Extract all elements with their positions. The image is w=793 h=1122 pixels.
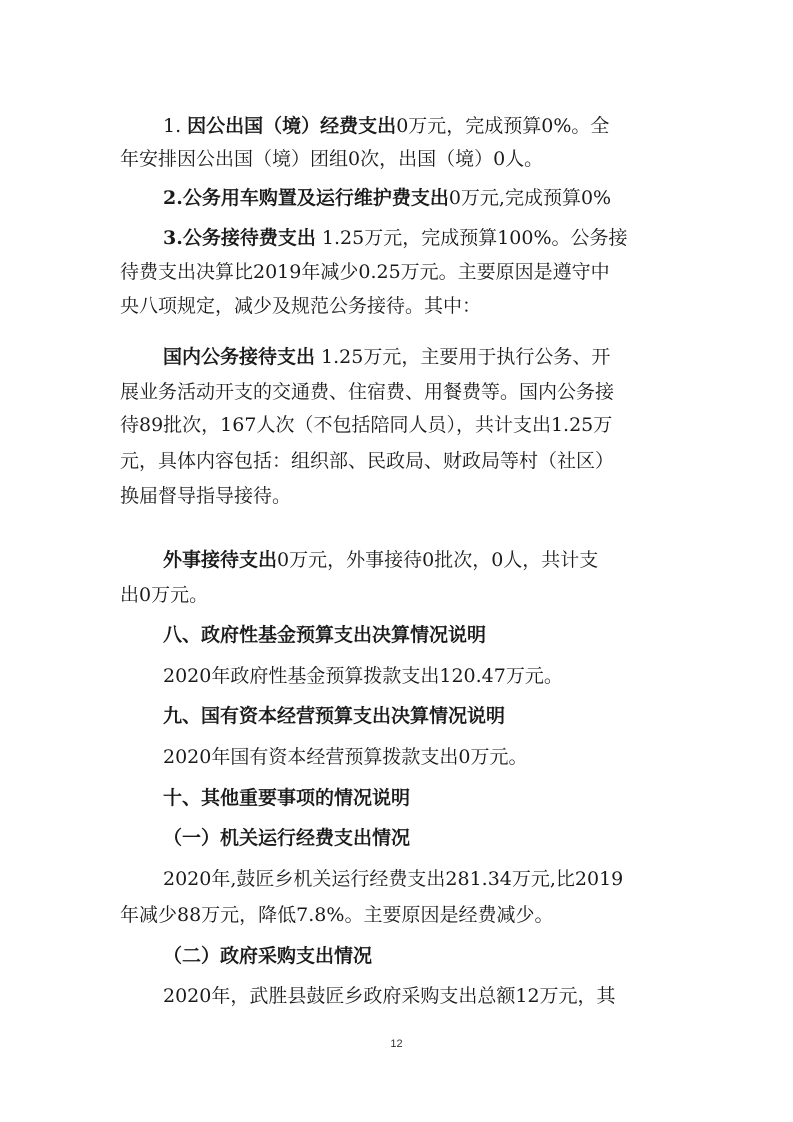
text-run: 元，具体内容包括：组织部、民政局、财政局等村（社区） xyxy=(120,450,615,472)
text-run: 1. xyxy=(163,115,188,137)
text-line xyxy=(163,225,678,251)
text-line xyxy=(163,185,703,211)
text-line xyxy=(163,825,438,851)
text-run: 2020年国有资本经营预算拨款支出0万元。 xyxy=(163,746,528,768)
bold-text-run: 十、其他重要事项的情况说明 xyxy=(163,787,411,809)
text-line xyxy=(163,703,549,729)
text-line xyxy=(120,259,680,285)
bold-text-run: 国内公务接待支出 xyxy=(163,346,316,368)
text-line xyxy=(163,344,673,370)
text-line xyxy=(163,547,673,573)
bold-text-run: （一）机关运行经费支出情况 xyxy=(163,827,411,849)
text-run: 1.25万元，完成预算100%。公务接 xyxy=(315,227,628,249)
text-line xyxy=(120,448,675,474)
text-run: 0万元，外事接待0批次，0人，共计支 xyxy=(277,549,599,571)
text-run: 待89批次，167人次（不包括陪同人员），共计支出1.25万 xyxy=(120,414,613,436)
text-run: 1.25万元，主要用于执行公务、开 xyxy=(315,346,611,368)
page-number: 12 xyxy=(390,1038,403,1050)
text-line xyxy=(163,663,583,689)
text-line xyxy=(120,582,228,608)
text-line xyxy=(120,146,698,172)
text-run: 待费支出决算比2019年减少0.25万元。主要原因是遵守中 xyxy=(120,261,610,283)
text-run: 年安排因公出国（境）团组0次，出国（境）0人。 xyxy=(120,148,544,170)
text-run: 出0万元。 xyxy=(120,584,209,606)
text-line xyxy=(163,785,453,811)
text-run: 0万元，完成预算0%。全 xyxy=(396,115,610,137)
text-line xyxy=(120,412,675,438)
bold-text-run: 外事接待支出 xyxy=(163,549,278,571)
text-line xyxy=(120,293,520,319)
text-run: 央八项规定，减少及规范公务接待。其中： xyxy=(120,295,482,317)
bold-text-run: 九、国有资本经营预算支出决算情况说明 xyxy=(163,705,506,727)
text-run: 2020年,鼓匠乡机关运行经费支出281.34万元,比2019 xyxy=(163,868,624,890)
text-line xyxy=(163,113,676,139)
bold-text-run: 八、政府性基金预算支出决算情况说明 xyxy=(163,624,487,646)
text-line xyxy=(120,483,305,509)
text-line xyxy=(120,379,678,405)
text-run: 2020年，武胜县鼓匠乡政府采购支出总额12万元，其 xyxy=(163,985,616,1007)
text-line xyxy=(163,943,398,969)
text-line xyxy=(163,744,548,770)
bold-text-run: （二）政府采购支出情况 xyxy=(163,945,373,967)
bold-text-run: 2.公务用车购置及运行维护费支出 xyxy=(163,187,449,209)
text-line xyxy=(163,622,519,648)
bold-text-run: 3.公务接待费支出 xyxy=(163,227,316,249)
text-run: 展业务活动开支的交通费、住宿费、用餐费等。国内公务接 xyxy=(120,381,615,403)
text-run: 年减少88万元，降低7.8%。主要原因是经费减少。 xyxy=(120,904,554,926)
text-line xyxy=(163,983,673,1009)
text-line xyxy=(120,902,595,928)
text-run: 0万元,完成预算0% xyxy=(448,187,612,209)
bold-text-run: 因公出国（境）经费支出 xyxy=(187,115,397,137)
text-line xyxy=(163,866,673,892)
text-run: 换届督导指导接待。 xyxy=(120,485,292,507)
text-run: 2020年政府性基金预算拨款支出120.47万元。 xyxy=(163,665,563,687)
